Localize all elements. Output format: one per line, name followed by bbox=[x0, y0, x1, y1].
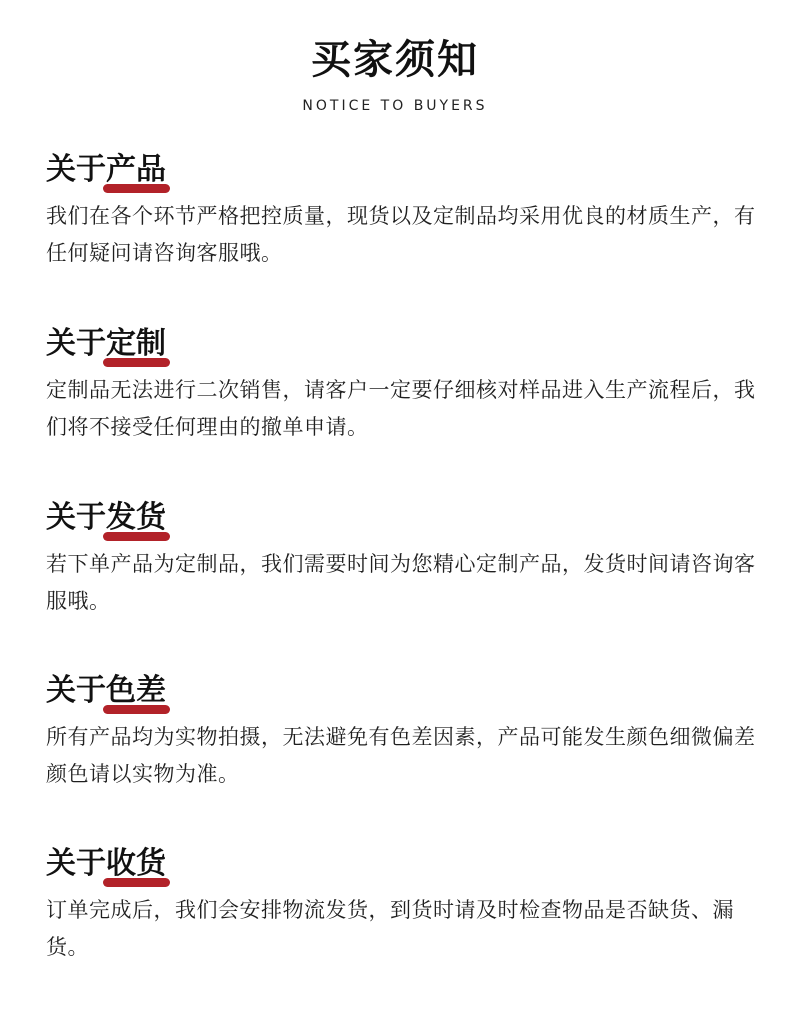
section-heading-prefix: 关于 bbox=[46, 500, 106, 535]
section-heading-keyword: 定制 bbox=[106, 324, 166, 364]
section-heading-keyword: 发货 bbox=[106, 498, 166, 538]
section-body: 若下单产品为定制品，我们需要时间为您精心定制产品，发货时间请咨询客服哦。 bbox=[46, 552, 756, 613]
section-product bbox=[46, 150, 756, 272]
section-heading-prefix: 关于 bbox=[46, 152, 106, 187]
section-heading-prefix: 关于 bbox=[46, 846, 106, 881]
section-heading bbox=[46, 844, 756, 884]
page-subtitle: NOTICE TO BUYERS bbox=[302, 98, 488, 114]
section-heading bbox=[46, 671, 756, 711]
section-shipping bbox=[46, 498, 756, 620]
section-color-difference bbox=[46, 671, 756, 793]
section-customization bbox=[46, 324, 756, 446]
section-body: 所有产品均为实物拍摄，无法避免有色差因素，产品可能发生颜色细微偏差颜色请以实物为准。 bbox=[46, 725, 756, 786]
section-body: 订单完成后，我们会安排物流发货，到货时请及时检查物品是否缺货、漏货。 bbox=[46, 898, 734, 959]
page-header bbox=[0, 34, 790, 116]
section-body: 我们在各个环节严格把控质量，现货以及定制品均采用优良的材质生产，有任何疑问请咨询客服哦。 bbox=[46, 204, 756, 265]
section-heading bbox=[46, 150, 756, 190]
section-heading-keyword: 收货 bbox=[106, 844, 166, 884]
page-title: 买家须知 bbox=[311, 37, 479, 83]
section-heading bbox=[46, 498, 756, 538]
section-heading bbox=[46, 324, 756, 364]
section-heading-keyword: 色差 bbox=[106, 671, 166, 711]
section-heading-keyword: 产品 bbox=[106, 150, 166, 190]
section-heading-prefix: 关于 bbox=[46, 673, 106, 708]
section-body: 定制品无法进行二次销售，请客户一定要仔细核对样品进入生产流程后，我们将不接受任何理由的撤单申请。 bbox=[46, 378, 756, 439]
section-receiving bbox=[46, 844, 756, 966]
section-heading-prefix: 关于 bbox=[46, 326, 106, 361]
